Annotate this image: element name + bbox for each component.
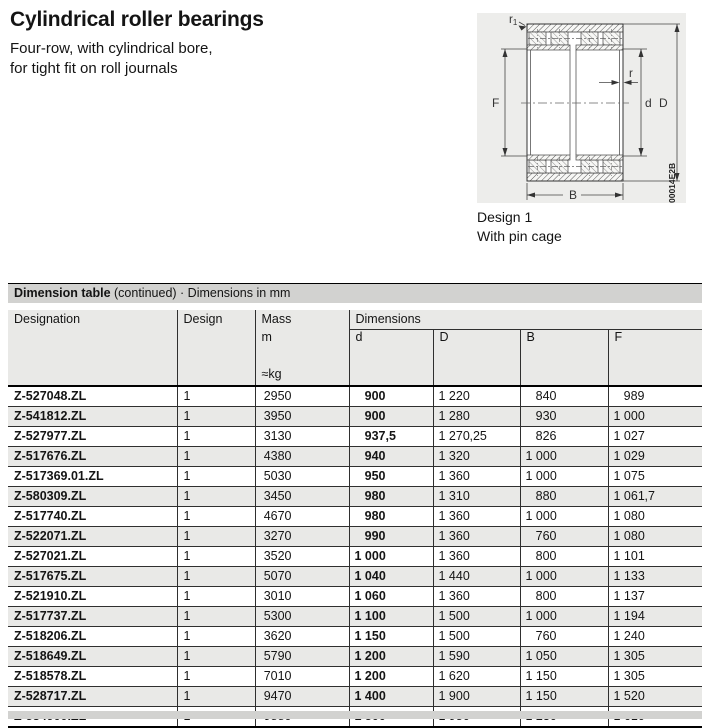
cell-F: 1 029 bbox=[608, 446, 702, 466]
dim-label-F: F bbox=[492, 96, 500, 110]
cell-designation: Z-580309.ZL bbox=[14, 488, 87, 503]
cell-mass: 3010 bbox=[255, 586, 349, 606]
cell-B: 1 000 bbox=[520, 506, 608, 526]
cell-design: 1 bbox=[177, 546, 255, 566]
cell-B: 1 000 bbox=[520, 606, 608, 626]
col-header-B: B bbox=[520, 330, 608, 386]
cell-design: 1 bbox=[177, 526, 255, 546]
table-row bbox=[8, 406, 702, 426]
cell-d: 1 200 bbox=[349, 646, 433, 666]
dim-label-r1: r1 bbox=[509, 14, 518, 27]
table-title: Dimension table bbox=[14, 286, 111, 300]
subtitle-line-2: for tight fit on roll journals bbox=[10, 60, 178, 77]
cell-mass: 5070 bbox=[255, 566, 349, 586]
cell-F: 1 133 bbox=[608, 566, 702, 586]
cell-B: 826 bbox=[520, 426, 608, 446]
cell-design: 1 bbox=[177, 426, 255, 446]
cell-d: 1 040 bbox=[349, 566, 433, 586]
cell-mass: 3520 bbox=[255, 546, 349, 566]
cell-B: 930 bbox=[520, 406, 608, 426]
col-header-dimensions: Dimensions bbox=[349, 310, 702, 330]
table-row bbox=[8, 386, 702, 407]
cell-F: 1 101 bbox=[608, 546, 702, 566]
dim-label-D: D bbox=[659, 96, 668, 110]
cell-B: 1 050 bbox=[520, 646, 608, 666]
col-header-designation: Designation bbox=[14, 312, 81, 326]
cell-D: 1 320 bbox=[433, 446, 520, 466]
cell-design: 1 bbox=[177, 646, 255, 666]
cell-designation: Z-517740.ZL bbox=[14, 508, 87, 523]
cell-d: 980 bbox=[349, 486, 433, 506]
figure-caption bbox=[477, 208, 562, 246]
cell-F: 1 305 bbox=[608, 666, 702, 686]
cell-designation: Z-517737.ZL bbox=[14, 608, 87, 623]
table-row bbox=[8, 446, 702, 466]
cell-design: 1 bbox=[177, 406, 255, 426]
table-title-suffix: (continued) · Dimensions in mm bbox=[110, 286, 291, 300]
table-row bbox=[8, 666, 702, 686]
cell-designation: Z-517675.ZL bbox=[14, 568, 87, 583]
cell-D: 1 360 bbox=[433, 466, 520, 486]
cell-designation: Z-518649.ZL bbox=[14, 648, 87, 663]
table-row bbox=[8, 486, 702, 506]
col-header-d: d bbox=[349, 330, 433, 386]
cell-D: 1 310 bbox=[433, 486, 520, 506]
cell-D: 1 440 bbox=[433, 566, 520, 586]
cell-d: 950 bbox=[349, 466, 433, 486]
cell-mass: 3270 bbox=[255, 526, 349, 546]
cell-d: 1 100 bbox=[349, 606, 433, 626]
cell-D: 1 500 bbox=[433, 606, 520, 626]
cell-designation: Z-541812.ZL bbox=[14, 408, 87, 423]
cell-designation: Z-527021.ZL bbox=[14, 548, 87, 563]
table-row bbox=[8, 586, 702, 606]
cell-F: 1 305 bbox=[608, 646, 702, 666]
cell-B: 760 bbox=[520, 526, 608, 546]
spacer bbox=[8, 303, 702, 310]
dimension-r1 bbox=[519, 22, 527, 31]
cell-design: 1 bbox=[177, 466, 255, 486]
table-row bbox=[8, 686, 702, 706]
cell-designation: Z-522071.ZL bbox=[14, 528, 87, 543]
cell-mass: 3620 bbox=[255, 626, 349, 646]
cell-B: 1 150 bbox=[520, 686, 608, 706]
cell-designation: Z-517369.01.ZL bbox=[14, 468, 104, 483]
cell-D: 1 360 bbox=[433, 506, 520, 526]
cell-B: 1 000 bbox=[520, 446, 608, 466]
table-row bbox=[8, 426, 702, 446]
cell-F: 1 520 bbox=[608, 686, 702, 706]
cell-d: 980 bbox=[349, 506, 433, 526]
cell-B: 1 000 bbox=[520, 566, 608, 586]
cell-designation: Z-527977.ZL bbox=[14, 428, 87, 443]
table-header bbox=[8, 310, 702, 386]
col-header-design: Design bbox=[177, 310, 255, 386]
cell-d: 1 200 bbox=[349, 666, 433, 686]
cell-design: 1 bbox=[177, 446, 255, 466]
dim-label-r: r bbox=[629, 68, 633, 80]
cell-D: 1 500 bbox=[433, 626, 520, 646]
dim-label-B: B bbox=[569, 188, 578, 202]
cell-design: 1 bbox=[177, 586, 255, 606]
cell-mass: 5030 bbox=[255, 466, 349, 486]
col-header-mass-unit: ≈kg bbox=[255, 346, 349, 386]
cell-designation: Z-518578.ZL bbox=[14, 668, 87, 683]
col-header-mass: Mass bbox=[255, 310, 349, 330]
cell-design: 1 bbox=[177, 566, 255, 586]
table-row bbox=[8, 466, 702, 486]
next-section-bar-cutoff bbox=[8, 711, 702, 719]
cell-d: 1 150 bbox=[349, 626, 433, 646]
cell-D: 1 360 bbox=[433, 526, 520, 546]
cell-F: 1 027 bbox=[608, 426, 702, 446]
cell-mass: 5300 bbox=[255, 606, 349, 626]
cell-design: 1 bbox=[177, 686, 255, 706]
table-title-bar bbox=[8, 283, 702, 303]
table-row bbox=[8, 566, 702, 586]
cell-F: 1 080 bbox=[608, 526, 702, 546]
cell-design: 1 bbox=[177, 606, 255, 626]
cell-d: 900 bbox=[349, 406, 433, 426]
cell-F: 1 137 bbox=[608, 586, 702, 606]
drawing-code: 00014E2B bbox=[667, 162, 677, 203]
cell-d: 1 060 bbox=[349, 586, 433, 606]
dimension-table bbox=[8, 310, 702, 728]
cell-mass: 3950 bbox=[255, 406, 349, 426]
cell-F: 1 240 bbox=[608, 626, 702, 646]
table-row bbox=[8, 626, 702, 646]
col-header-D: D bbox=[433, 330, 520, 386]
cell-design: 1 bbox=[177, 486, 255, 506]
dimension-d bbox=[623, 49, 647, 156]
cell-D: 1 220 bbox=[433, 386, 520, 407]
table-row bbox=[8, 506, 702, 526]
cell-mass: 3450 bbox=[255, 486, 349, 506]
cell-B: 760 bbox=[520, 626, 608, 646]
cell-design: 1 bbox=[177, 626, 255, 646]
dimension-table-section bbox=[8, 283, 702, 728]
cell-d: 937,5 bbox=[349, 426, 433, 446]
cell-F: 989 bbox=[608, 386, 702, 407]
cell-mass: 5790 bbox=[255, 646, 349, 666]
cell-mass: 4670 bbox=[255, 506, 349, 526]
dim-label-d: d bbox=[645, 96, 652, 110]
cell-mass: 9470 bbox=[255, 686, 349, 706]
dimension-F bbox=[501, 49, 527, 156]
table-row bbox=[8, 606, 702, 626]
bearing-drawing-panel bbox=[477, 13, 686, 203]
cell-D: 1 590 bbox=[433, 646, 520, 666]
table-row bbox=[8, 646, 702, 666]
cell-d: 940 bbox=[349, 446, 433, 466]
cell-mass: 3130 bbox=[255, 426, 349, 446]
cell-F: 1 075 bbox=[608, 466, 702, 486]
cell-B: 1 000 bbox=[520, 466, 608, 486]
cell-d: 990 bbox=[349, 526, 433, 546]
page-subtitle bbox=[10, 39, 213, 79]
cell-D: 1 360 bbox=[433, 546, 520, 566]
cell-d: 1 000 bbox=[349, 546, 433, 566]
table-body bbox=[8, 386, 702, 727]
col-header-mass-symbol: m bbox=[255, 330, 349, 346]
cell-D: 1 280 bbox=[433, 406, 520, 426]
cell-designation: Z-521910.ZL bbox=[14, 588, 87, 603]
figure-caption-line-1: Design 1 bbox=[477, 209, 533, 225]
cell-F: 1 000 bbox=[608, 406, 702, 426]
cell-F: 1 194 bbox=[608, 606, 702, 626]
table-row bbox=[8, 546, 702, 566]
bearing-section bbox=[521, 24, 629, 181]
cell-B: 1 150 bbox=[520, 666, 608, 686]
table-row bbox=[8, 526, 702, 546]
cell-D: 1 360 bbox=[433, 586, 520, 606]
cell-B: 840 bbox=[520, 386, 608, 407]
cell-designation: Z-517676.ZL bbox=[14, 448, 87, 463]
cell-B: 880 bbox=[520, 486, 608, 506]
cell-d: 1 400 bbox=[349, 686, 433, 706]
cell-design: 1 bbox=[177, 386, 255, 407]
cell-design: 1 bbox=[177, 666, 255, 686]
page-title: Cylindrical roller bearings bbox=[10, 8, 264, 31]
cell-B: 800 bbox=[520, 586, 608, 606]
cell-D: 1 620 bbox=[433, 666, 520, 686]
subtitle-line-1: Four-row, with cylindrical bore, bbox=[10, 40, 213, 57]
cell-B: 800 bbox=[520, 546, 608, 566]
bearing-cross-section-drawing bbox=[477, 13, 686, 203]
cell-mass: 2950 bbox=[255, 386, 349, 407]
cell-F: 1 061,7 bbox=[608, 486, 702, 506]
cell-designation: Z-527048.ZL bbox=[14, 388, 87, 403]
cell-design: 1 bbox=[177, 506, 255, 526]
cell-d: 900 bbox=[349, 386, 433, 407]
cell-designation: Z-518206.ZL bbox=[14, 628, 87, 643]
cell-F: 1 080 bbox=[608, 506, 702, 526]
cell-mass: 7010 bbox=[255, 666, 349, 686]
cell-D: 1 900 bbox=[433, 686, 520, 706]
figure-caption-line-2: With pin cage bbox=[477, 228, 562, 244]
cell-mass: 4380 bbox=[255, 446, 349, 466]
cell-D: 1 270,25 bbox=[433, 426, 520, 446]
cell-designation: Z-528717.ZL bbox=[14, 688, 87, 703]
col-header-F: F bbox=[608, 330, 702, 386]
